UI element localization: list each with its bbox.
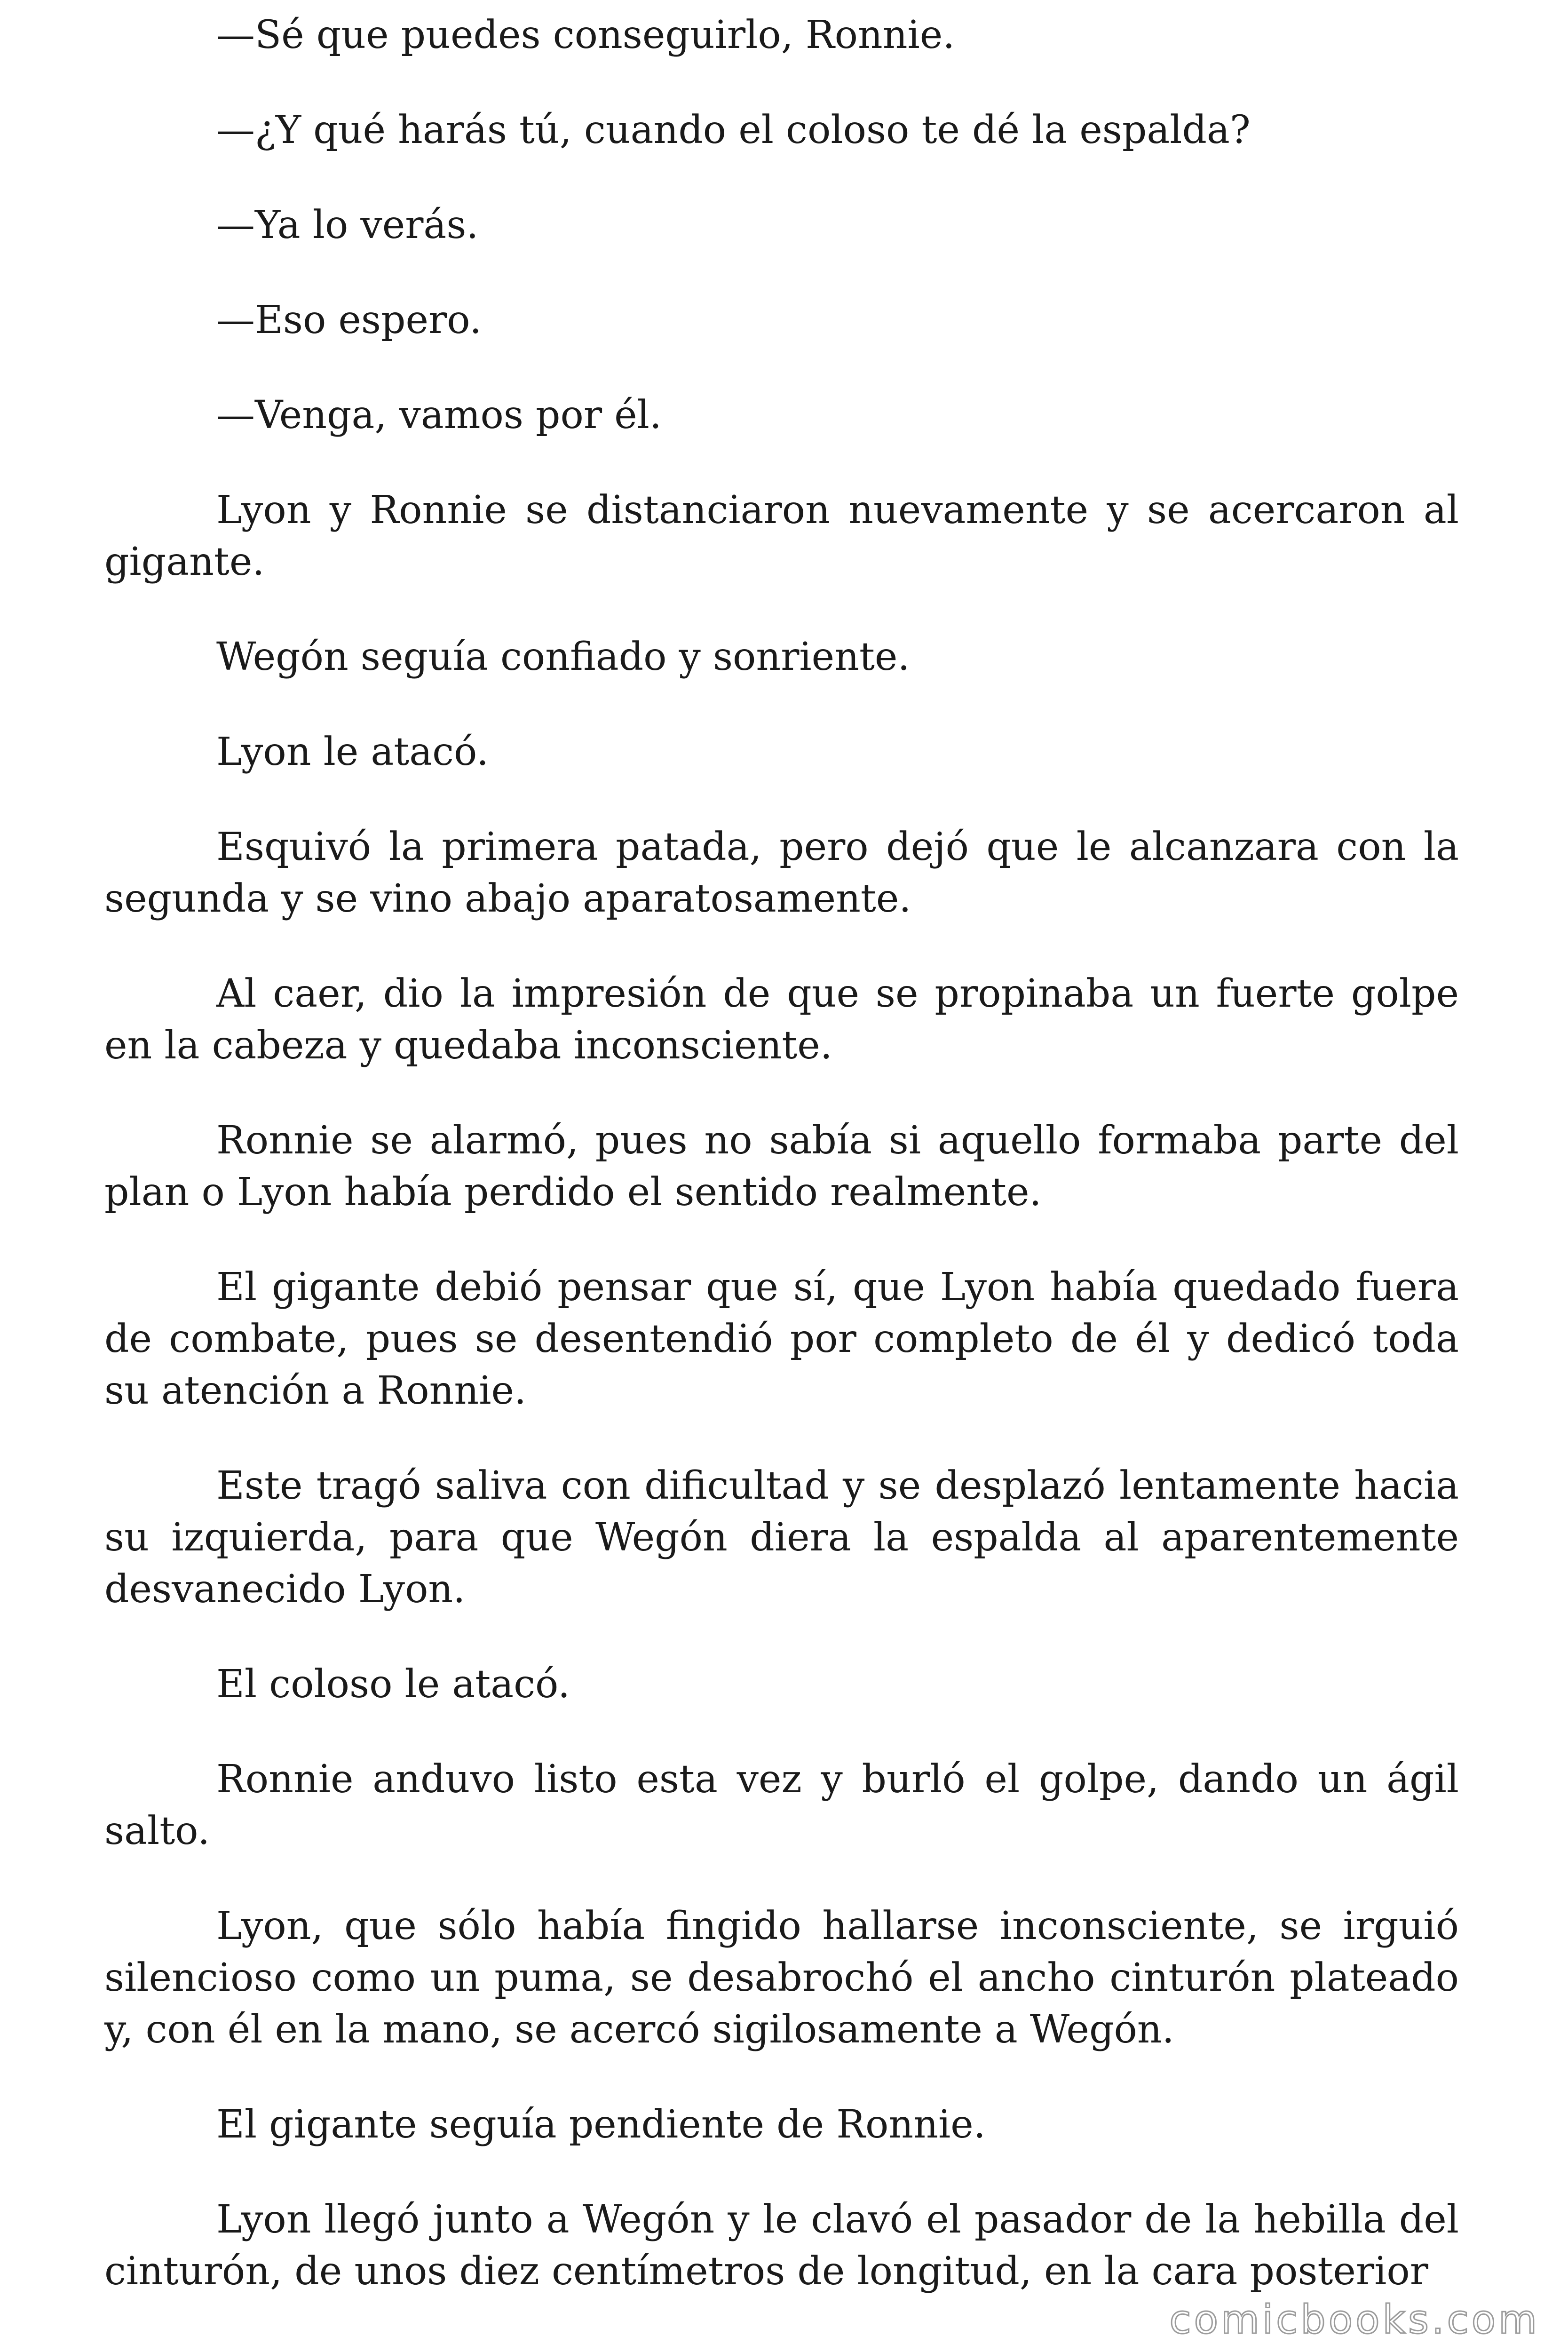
- paragraph: —Eso espero.: [216, 298, 482, 342]
- paragraph: —¿Y qué harás tú, cuando el coloso te dé la espalda?: [216, 108, 1251, 152]
- paragraph: Ronnie anduvo listo esta vez y burló el golpe, dando un ágil salto.: [104, 1757, 1459, 1853]
- watermark: comicbooks.com: [1169, 2296, 1540, 2343]
- paragraph: Al caer, dio la impresión de que se propinaba un fuerte golpe en la cabeza y quedaba inconsciente.: [104, 971, 1459, 1068]
- paragraph: Lyon le atacó.: [216, 730, 489, 774]
- paragraph: Wegón seguía confiado y sonriente.: [216, 635, 910, 679]
- paragraph: Esquivó la primera patada, pero dejó que le alcanzara con la segunda y se vino abajo aparatosamente.: [104, 825, 1459, 921]
- paragraph: Lyon y Ronnie se distanciaron nuevamente y se acercaron al gigante.: [104, 488, 1459, 584]
- paragraph: —Ya lo verás.: [216, 203, 479, 247]
- paragraph: —Venga, vamos por él.: [216, 393, 662, 437]
- paragraph: Este tragó saliva con dificultad y se desplazó lentamente hacia su izquierda, para que Wegón diera la espalda al aparentemente desvanecido Lyon.: [104, 1463, 1459, 1612]
- paragraph: Lyon, que sólo había fingido hallarse inconsciente, se irguió silencioso como un puma, se desabrochó el ancho cinturón plateado y, con él en la mano, se acercó sigilosamente a Wegón.: [104, 1904, 1459, 2052]
- paragraph: Lyon llegó junto a Wegón y le clavó el pasador de la hebilla del cinturón, de unos diez centímetros de longitud, en la cara posterior: [104, 2197, 1459, 2294]
- paragraph: El coloso le atacó.: [216, 1662, 570, 1707]
- paragraph: El gigante seguía pendiente de Ronnie.: [216, 2102, 986, 2147]
- paragraph: Ronnie se alarmó, pues no sabía si aquello formaba parte del plan o Lyon había perdido el sentido realmente.: [104, 1118, 1459, 1215]
- paragraph: —Sé que puedes conseguirlo, Ronnie.: [216, 13, 955, 57]
- paragraph: El gigante debió pensar que sí, que Lyon había quedado fuera de combate, pues se desentendió por completo de él y dedicó toda su atención a Ronnie.: [104, 1265, 1459, 1413]
- text-column: [104, 9, 1459, 2341]
